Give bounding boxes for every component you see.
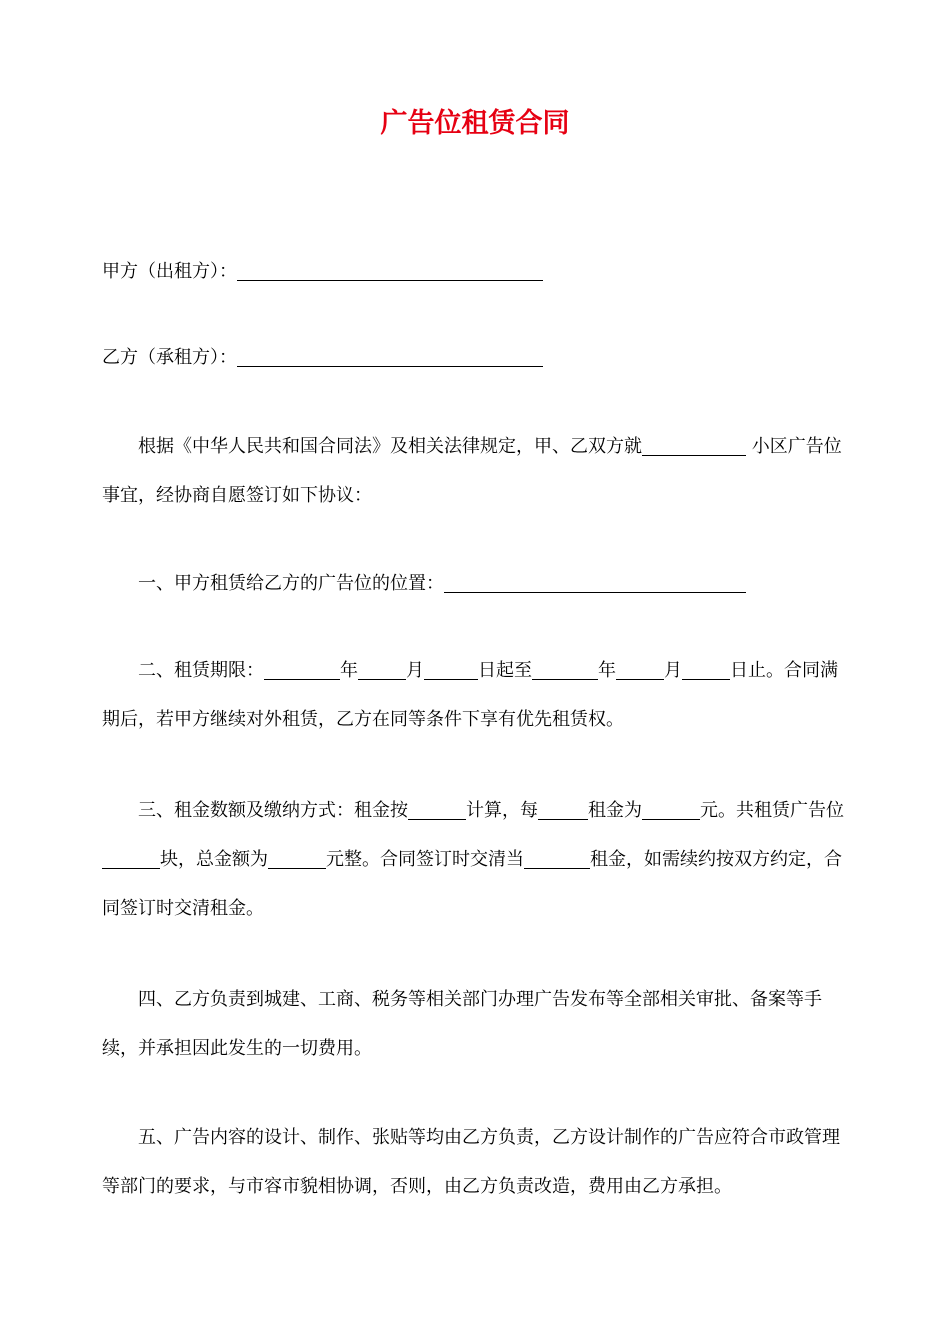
party-a-line bbox=[102, 256, 543, 288]
clause-2-t2: 年 bbox=[340, 660, 358, 681]
clause-2 bbox=[102, 646, 850, 744]
start-month-blank[interactable] bbox=[358, 659, 406, 680]
intro-text-1: 根据《中华人民共和国合同法》及相关法律规定，甲、乙双方就 bbox=[138, 436, 642, 457]
ad-count-blank[interactable] bbox=[102, 848, 160, 869]
clause-4-text: 四、乙方负责到城建、工商、税务等相关部门办理广告发布等全部相关审批、备案等手续，并承担因此发生的一切费用。 bbox=[102, 989, 822, 1059]
intro-paragraph bbox=[102, 422, 850, 520]
start-day-blank[interactable] bbox=[424, 659, 478, 680]
party-a-blank[interactable] bbox=[237, 260, 543, 281]
clause-4 bbox=[102, 975, 850, 1073]
clause-2-t4: 日起至 bbox=[478, 660, 532, 681]
clause-3-t7: 租金，如需续约按双方约定，合同签订时交清租金。 bbox=[102, 849, 842, 919]
party-b-label: 乙方（承租方）： bbox=[102, 347, 237, 368]
rent-period-blank[interactable] bbox=[538, 799, 588, 820]
clause-3-t6: 元整。合同签订时交清当 bbox=[326, 849, 524, 870]
community-blank[interactable] bbox=[642, 435, 746, 456]
clause-2-t6: 月 bbox=[664, 660, 682, 681]
rent-amount-blank[interactable] bbox=[642, 799, 700, 820]
party-a-label: 甲方（出租方）： bbox=[102, 261, 237, 282]
payment-period-blank[interactable] bbox=[524, 848, 590, 869]
clause-2-t5: 年 bbox=[598, 660, 616, 681]
ad-location-blank[interactable] bbox=[444, 572, 746, 593]
party-b-blank[interactable] bbox=[237, 346, 543, 367]
end-year-blank[interactable] bbox=[532, 659, 598, 680]
party-b-line bbox=[102, 342, 543, 374]
clause-2-t1: 二、租赁期限： bbox=[138, 660, 264, 681]
end-month-blank[interactable] bbox=[616, 659, 664, 680]
clause-5 bbox=[102, 1113, 850, 1211]
clause-2-t3: 月 bbox=[406, 660, 424, 681]
document-title: 广告位租赁合同 bbox=[380, 108, 570, 139]
clause-3-t1: 三、租金数额及缴纳方式：租金按 bbox=[138, 800, 408, 821]
clause-2-t7: 日止。合同满期后，若甲方继续对外租赁，乙方在同等条件下享有优先租赁权。 bbox=[102, 660, 838, 730]
rent-unit-blank[interactable] bbox=[408, 799, 466, 820]
clause-3-t3: 租金为 bbox=[588, 800, 642, 821]
end-day-blank[interactable] bbox=[682, 659, 730, 680]
clause-1-text: 一、甲方租赁给乙方的广告位的位置： bbox=[138, 573, 444, 594]
clause-3-t2: 计算，每 bbox=[466, 800, 538, 821]
clause-5-text: 五、广告内容的设计、制作、张贴等均由乙方负责，乙方设计制作的广告应符合市政管理等部门的要求，与市容市貌相协调，否则，由乙方负责改造，费用由乙方承担。 bbox=[102, 1127, 840, 1197]
clause-1 bbox=[102, 559, 850, 608]
total-amount-blank[interactable] bbox=[268, 848, 326, 869]
clause-3-t5: 块，总金额为 bbox=[160, 849, 268, 870]
clause-3-t4: 元。共租赁广告位 bbox=[700, 800, 844, 821]
intro-text-2: 小区广告位事宜，经协商自愿签订如下协议： bbox=[102, 436, 842, 506]
start-year-blank[interactable] bbox=[264, 659, 340, 680]
clause-3 bbox=[102, 786, 850, 933]
